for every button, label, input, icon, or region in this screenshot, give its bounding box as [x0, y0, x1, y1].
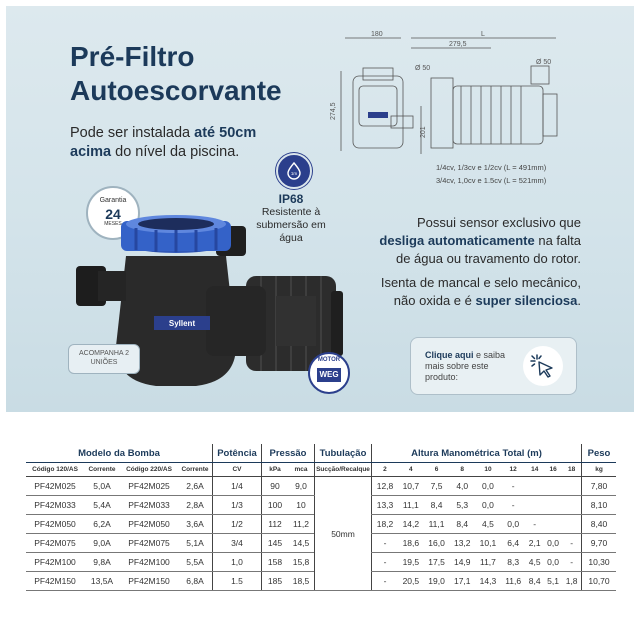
cell-kpa: 100 [262, 496, 289, 515]
cell-height: 5,3 [449, 496, 475, 515]
cell-height: 4,5 [475, 515, 501, 534]
sub-header: 18 [562, 463, 581, 477]
sub-header: Código 220/AS [120, 463, 178, 477]
cell-height: 4,0 [449, 477, 475, 496]
specs-table-body [26, 477, 616, 591]
cell-height: 14,3 [475, 572, 501, 591]
cell-c220: PF42M100 [120, 553, 178, 572]
cell-height: 12,8 [372, 477, 398, 496]
cell-height: 13,3 [372, 496, 398, 515]
cell-height [544, 496, 562, 515]
cell-i120: 13,5A [84, 572, 120, 591]
cell-c120: PF42M100 [26, 553, 84, 572]
cell-height: 0,0 [475, 477, 501, 496]
title-line-1: Pré-Filtro [70, 41, 195, 72]
ip68-title: IP68 [278, 192, 304, 206]
sub-header: mca [288, 463, 315, 477]
cell-height: 4,5 [526, 553, 544, 572]
sub-header: 10 [475, 463, 501, 477]
sub-header: CV [213, 463, 262, 477]
cell-kg: 9,70 [582, 534, 617, 553]
cell-height [562, 515, 581, 534]
cell-cv: 1,0 [213, 553, 262, 572]
cell-height: - [562, 534, 581, 553]
pump-brand-label: Syllent [168, 319, 196, 328]
install-description: Pode ser instalada até 50cm acima do nível da piscina. [70, 125, 257, 160]
cell-height: 14,2 [398, 515, 424, 534]
cell-i120: 6,2A [84, 515, 120, 534]
cell-kpa: 185 [262, 572, 289, 591]
cell-height [562, 477, 581, 496]
product-banner [6, 6, 634, 412]
cell-height: 8,4 [424, 496, 450, 515]
cell-height: 0,0 [544, 534, 562, 553]
cell-height: 2,1 [526, 534, 544, 553]
cell-height: 10,1 [475, 534, 501, 553]
cell-c120: PF42M150 [26, 572, 84, 591]
cell-height: - [562, 553, 581, 572]
cell-kg: 8,10 [582, 496, 617, 515]
pump-image [76, 216, 346, 406]
cell-height: 17,5 [424, 553, 450, 572]
cell-height: 0,0 [501, 515, 526, 534]
warranty-seal: Garantia 24 MESES [86, 186, 140, 240]
cell-height: 18,2 [372, 515, 398, 534]
cell-height: 16,0 [424, 534, 450, 553]
cell-i120: 5,0A [84, 477, 120, 496]
cell-height [526, 477, 544, 496]
cell-height: 18,6 [398, 534, 424, 553]
learn-more-box[interactable] [410, 337, 577, 395]
cell-cv: 1/3 [213, 496, 262, 515]
water-drop-icon [276, 153, 312, 189]
cell-i220: 3,6A [178, 515, 213, 534]
cell-i120: 9,8A [84, 553, 120, 572]
cell-kpa: 112 [262, 515, 289, 534]
header-pressao: Pressão [262, 444, 315, 463]
cell-height: 0,0 [475, 496, 501, 515]
cell-i220: 6,8A [178, 572, 213, 591]
cell-height: 11,7 [475, 553, 501, 572]
svg-text:1m: 1m [290, 171, 298, 176]
ip68-description: Resistente à submersão em água [256, 206, 326, 244]
cell-cv: 1/2 [213, 515, 262, 534]
cell-cv: 1.5 [213, 572, 262, 591]
table-row [26, 477, 616, 496]
header-altura: Altura Manométrica Total (m) [372, 444, 582, 463]
cell-i120: 9,0A [84, 534, 120, 553]
cell-height: - [501, 477, 526, 496]
cell-i220: 2,6A [178, 477, 213, 496]
cell-height: - [526, 515, 544, 534]
cell-height: - [372, 534, 398, 553]
cell-c220: PF42M150 [120, 572, 178, 591]
cell-height: 13,2 [449, 534, 475, 553]
cell-cv: 3/4 [213, 534, 262, 553]
sub-header: kPa [262, 463, 289, 477]
cell-height: 19,5 [398, 553, 424, 572]
technical-drawing [331, 26, 581, 161]
cell-height [544, 515, 562, 534]
cell-height: 6,4 [501, 534, 526, 553]
sub-header: kg [582, 463, 617, 477]
dim-L: L [481, 31, 485, 38]
sub-header: 8 [449, 463, 475, 477]
cell-height [562, 496, 581, 515]
dim-201: 201 [420, 126, 427, 138]
cell-kpa: 158 [262, 553, 289, 572]
header-modelo: Modelo da Bomba [26, 444, 213, 463]
cell-c120: PF42M025 [26, 477, 84, 496]
cell-height: 11,6 [501, 572, 526, 591]
bearing-description: Isenta de mancal e selo mecânico, não oxida e é super silenciosa. [380, 275, 581, 308]
accompanies-note: ACOMPANHA 2 UNIÕES [68, 344, 140, 374]
cell-kpa: 145 [262, 534, 289, 553]
sub-header: 12 [501, 463, 526, 477]
sub-header: 14 [526, 463, 544, 477]
cell-kg: 7,80 [582, 477, 617, 496]
cell-i220: 5,5A [178, 553, 213, 572]
cell-c220: PF42M075 [120, 534, 178, 553]
cell-c120: PF42M033 [26, 496, 84, 515]
sub-header: Corrente [178, 463, 213, 477]
cell-tubing: 50mm [315, 477, 372, 591]
cell-height: 20,5 [398, 572, 424, 591]
cell-height: 1,8 [562, 572, 581, 591]
cell-mca: 15,8 [288, 553, 315, 572]
cursor-click-icon[interactable] [523, 346, 563, 386]
cell-height: - [372, 553, 398, 572]
cell-height: 8,4 [449, 515, 475, 534]
sub-header: Corrente [84, 463, 120, 477]
cell-kg: 10,70 [582, 572, 617, 591]
group-header-row [26, 444, 616, 463]
cell-height: 0,0 [544, 553, 562, 572]
cell-height: - [501, 496, 526, 515]
cell-mca: 9,0 [288, 477, 315, 496]
cell-kg: 10,30 [582, 553, 617, 572]
header-peso: Peso [582, 444, 617, 463]
sub-header: 2 [372, 463, 398, 477]
sub-header-row [26, 463, 616, 477]
cell-i220: 2,8A [178, 496, 213, 515]
cell-height [526, 496, 544, 515]
dim-180: 180 [371, 31, 383, 38]
cell-kg: 8,40 [582, 515, 617, 534]
sub-header: 6 [424, 463, 450, 477]
cell-height: 19,0 [424, 572, 450, 591]
cell-height: 11,1 [398, 496, 424, 515]
header-potencia: Potência [213, 444, 262, 463]
cell-mca: 14,5 [288, 534, 315, 553]
cell-height: 5,1 [544, 572, 562, 591]
cell-i120: 5,4A [84, 496, 120, 515]
cell-kpa: 90 [262, 477, 289, 496]
cell-height: - [372, 572, 398, 591]
dim-274-5: 274,5 [330, 102, 337, 120]
dim-279-5: 279,5 [449, 41, 467, 48]
cell-height: 17,1 [449, 572, 475, 591]
cell-height: 8,4 [526, 572, 544, 591]
cell-cv: 1/4 [213, 477, 262, 496]
cell-c120: PF42M075 [26, 534, 84, 553]
cell-c120: PF42M050 [26, 515, 84, 534]
sensor-description: Possui sensor exclusivo que desliga automaticamente na falta de água ou travamento do rotor. [379, 215, 581, 266]
size-spec-1: 1/4cv, 1/3cv e 1/2cv (L = 491mm) [436, 163, 547, 172]
sub-header: Sucção/Recalque [315, 463, 372, 477]
weg-logo: WEG [317, 368, 341, 382]
sub-header: 16 [544, 463, 562, 477]
cell-height: 14,9 [449, 553, 475, 572]
specs-table [26, 444, 616, 591]
cell-height: 7,5 [424, 477, 450, 496]
title-line-2: Autoescorvante [70, 75, 282, 106]
cell-height: 10,7 [398, 477, 424, 496]
cell-height: 8,3 [501, 553, 526, 572]
cell-mca: 11,2 [288, 515, 315, 534]
cell-height [544, 477, 562, 496]
cell-i220: 5,1A [178, 534, 213, 553]
cell-c220: PF42M050 [120, 515, 178, 534]
product-title [70, 40, 282, 108]
learn-more-text[interactable]: Clique aqui e saiba mais sobre este produto: [425, 350, 506, 382]
cell-c220: PF42M025 [120, 477, 178, 496]
sub-header: Código 120/AS [26, 463, 84, 477]
cell-height: 11,1 [424, 515, 450, 534]
sub-header: 4 [398, 463, 424, 477]
cell-mca: 18,5 [288, 572, 315, 591]
motor-badge: MOTOR WEG [308, 352, 350, 394]
size-spec-2: 3/4cv, 1,0cv e 1.5cv (L = 521mm) [436, 176, 547, 185]
cell-c220: PF42M033 [120, 496, 178, 515]
header-tubulacao: Tubulação [315, 444, 372, 463]
dim-50-b: Ø 50 [536, 59, 552, 66]
cell-mca: 10 [288, 496, 315, 515]
dim-50-a: Ø 50 [415, 65, 431, 72]
